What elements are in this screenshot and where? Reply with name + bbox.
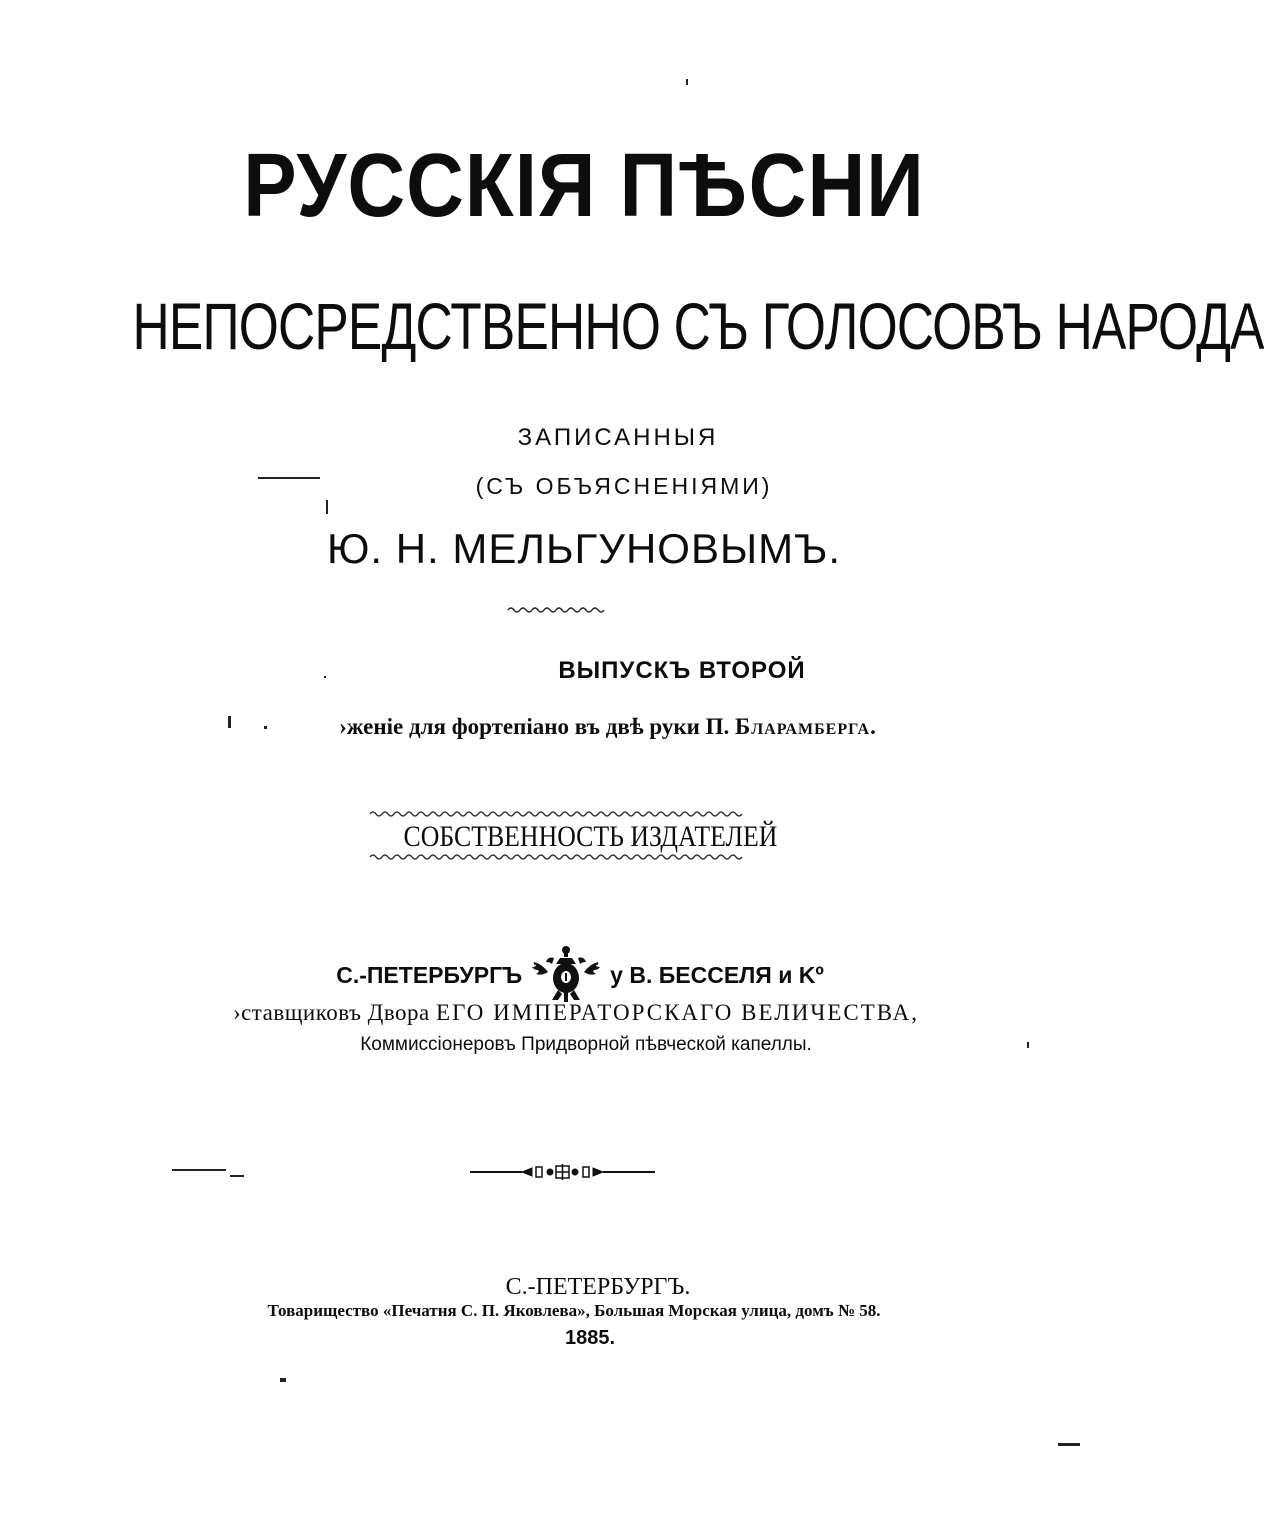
scan-mark xyxy=(258,477,320,479)
arrangement-line xyxy=(0,714,1178,740)
scan-mark xyxy=(1058,1443,1080,1446)
printer-line: Товарищество «Печатня С. П. Яковлева», Большая Морская улица, домъ № 58. xyxy=(267,1301,881,1320)
subtitle: НЕПОСРЕДСТВЕННО СЪ ГОЛОСОВЪ НАРОДА xyxy=(132,289,1264,363)
typographic-ornament xyxy=(470,1160,655,1184)
property-label: СОБСТВЕННОСТЬ ИЗДАТЕЛЕЙ xyxy=(403,820,778,853)
double-headed-eagle-icon xyxy=(530,944,602,1006)
arranger-name: Бларамберга. xyxy=(735,714,877,739)
publisher-firm: у В. БЕССЕЛЯ и Kº xyxy=(610,961,824,988)
author-name: Ю. Н. МЕЛЬГУНОВЫМЪ. xyxy=(326,525,842,572)
scan-mark xyxy=(172,1169,226,1171)
wavy-rule-short xyxy=(508,606,606,614)
publisher-row xyxy=(0,944,1140,1006)
scan-mark xyxy=(230,1175,244,1177)
scan-mark xyxy=(324,676,326,678)
suppliers-line xyxy=(0,1000,1146,1026)
scan-mark xyxy=(686,79,688,85)
publisher-city: С.-ПЕТЕРБУРГЪ xyxy=(336,961,523,988)
wavy-rule-top xyxy=(370,810,746,818)
publication-year: 1885. xyxy=(564,1327,616,1349)
explanations-label: (СЪ ОБЪЯСНЕНІЯМИ) xyxy=(475,473,773,499)
scan-mark xyxy=(280,1378,286,1382)
wavy-rule-bottom xyxy=(370,853,746,861)
imprint-city: С.-ПЕТЕРБУРГЪ. xyxy=(505,1274,691,1300)
commissioners-line: Коммиссіонеровъ Придворной пѣвческой капеллы. xyxy=(360,1034,812,1055)
page-title: РУССКІЯ ПѢСНИ xyxy=(243,135,925,236)
suppliers-title: ЕГО ИМПЕРАТОРСКАГО ВЕЛИЧЕСТВА, xyxy=(436,1000,920,1025)
scan-mark xyxy=(228,716,231,728)
scan-mark xyxy=(1027,1042,1029,1048)
scan-mark xyxy=(326,500,328,514)
issue-label: ВЫПУСКЪ ВТОРОЙ xyxy=(558,657,806,684)
scan-mark xyxy=(264,726,267,729)
suppliers-prefix: ›ставщиковъ Двора xyxy=(232,1000,430,1025)
arrangement-text: ›женіе для фортепіано въ двѣ руки П. xyxy=(339,714,730,739)
recorded-label: ЗАПИСАННЫЯ xyxy=(517,424,719,451)
